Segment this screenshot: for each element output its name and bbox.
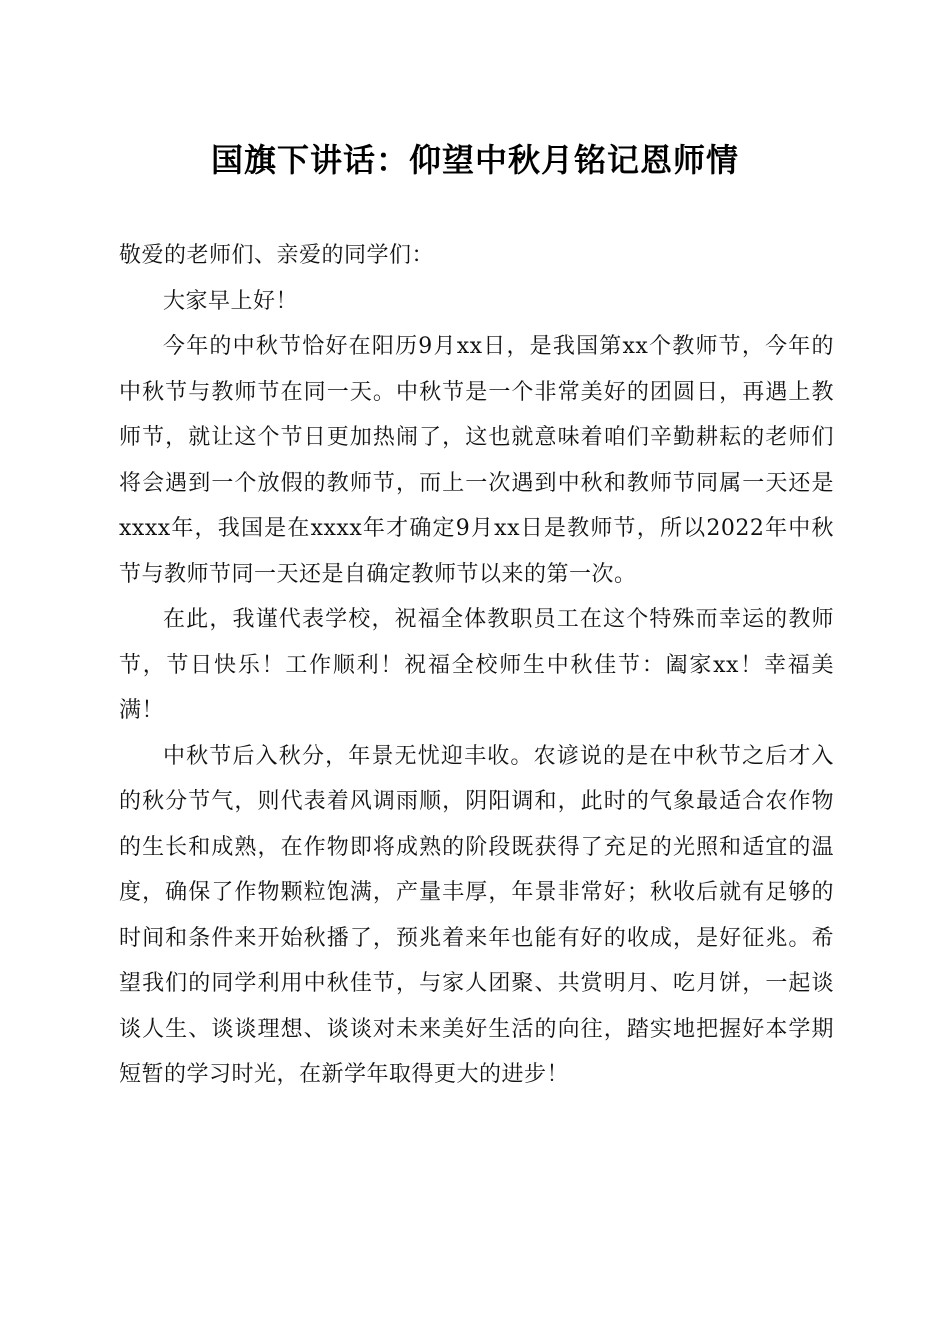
document-body [119,233,834,1098]
paragraph-greeting: 大家早上好！ [163,288,299,314]
paragraph-harvest-hopes: 中秋节后入秋分，年景无忧迎丰收。农谚说的是在中秋节之后才入的秋分节气，则代表着风调雨顺，阴阳调和，此时的气象最适合农作物的生长和成熟，在作物即将成熟的阶段既获得了充足的光照和适宜的温度，确保了作物颗粒饱满，产量丰厚，年景非常好；秋收后就有足够的时间和条件来开始秋播了，预兆着来年也能有好的收成，是好征兆。希望我们的同学利用中秋佳节，与家人团聚、共赏明月、吃月饼，一起谈谈人生、谈谈理想、谈谈对未来美好生活的向往，踏实地把握好本学期短暂的学习时光，在新学年取得更大的进步！ [119,743,834,1087]
paragraph-blessings: 在此，我谨代表学校，祝福全体教职员工在这个特殊而幸运的教师节，节日快乐！工作顺利！祝福全校师生中秋佳节：阖家xx！幸福美满！ [119,607,834,723]
salutation: 敬爱的老师们、亲爱的同学们： [119,243,435,268]
paragraph-festival-coincidence: 今年的中秋节恰好在阳历9月xx日，是我国第xx个教师节，今年的中秋节与教师节在同一天。中秋节是一个非常美好的团圆日，再遇上教师节，就让这个节日更加热闹了，这也就意味着咱们辛勤耕耘的老师们将会遇到一个放假的教师节，而上一次遇到中秋和教师节同属一天还是xxxx年，我国是在xxxx年才确定9月xx日是教师节，所以2022年中秋节与教师节同一天还是自确定教师节以来的第一次。 [119,334,834,587]
document-title: 国旗下讲话：仰望中秋月铭记恩师情 [210,141,739,179]
